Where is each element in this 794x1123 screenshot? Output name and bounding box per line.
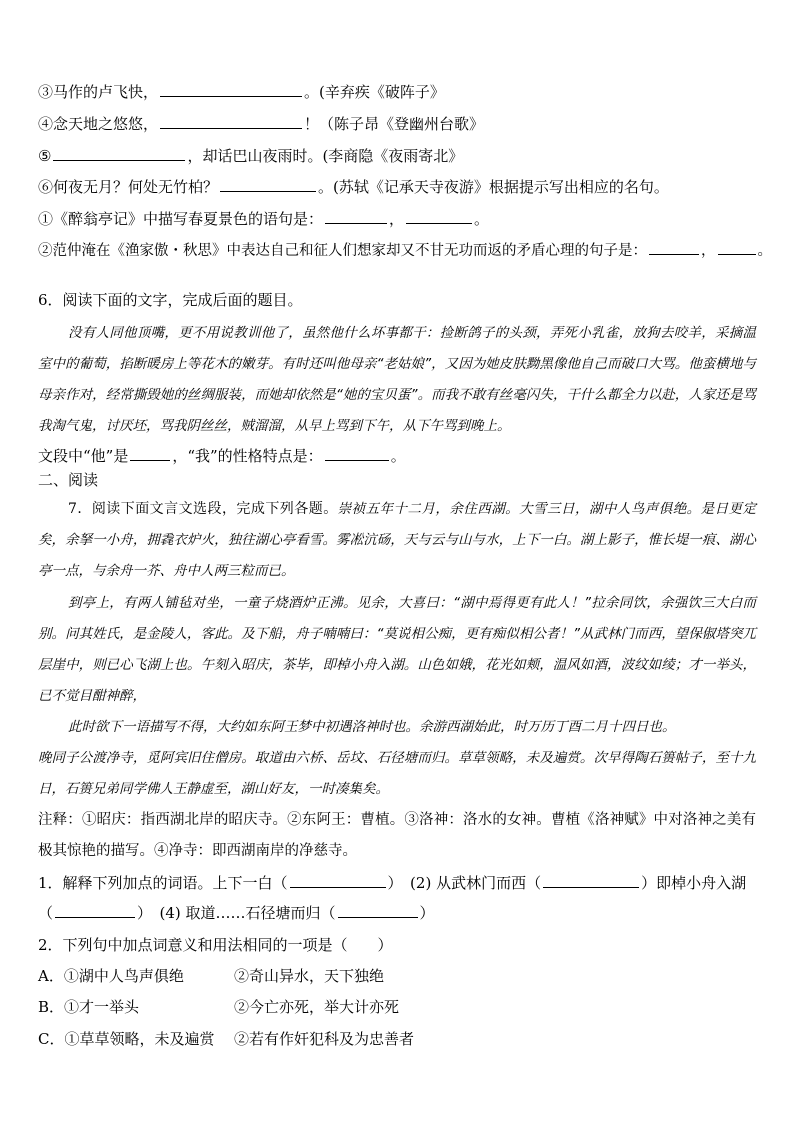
q6-passage: 没有人同他顶嘴，更不用说教训他了，虽然他什么坏事都干：捡断鸽子的头颈，弄死小乳雀，放狗去咬羊，采摘温室中的葡萄，掐断暖房上等花木的嫩芽。有时还叫他母亲“老姑娘”，又因为她皮肤黝黑像他自己而破口大骂。他蛮横地与母亲作对，经常撕毁她的丝绸服装，而她却依然是“她的宝贝蛋”。而我不敢有丝毫闪失，干什么都全力以赴，人家还是骂我淘气鬼，讨厌坯，骂我阴丝丝，贼溜溜，从早上骂到下午，从下午骂到晚上。 bbox=[38, 325, 756, 434]
q7-passage-p4: 晚同子公渡净寺，觅阿宾旧住僧房。取道由六桥、岳坟、石径塘而归。草草领略，未及遍赏。次早得陶石篑帖子，至十九日，石篑兄弟同学佛人王静虚至，湖山好友，一时凑集矣。 bbox=[38, 750, 756, 797]
option-c-left: C．①草草领略，未及遍赏 bbox=[38, 1030, 215, 1048]
option-a[interactable] bbox=[38, 966, 384, 986]
poem-suffix: 。 bbox=[474, 210, 490, 228]
section-heading: 二、阅读 bbox=[38, 471, 99, 489]
poem-line-6 bbox=[38, 177, 669, 197]
poem-suffix: 。(辛弃疾《破阵子》 bbox=[304, 83, 445, 101]
poem-line-3 bbox=[38, 82, 445, 102]
poem-mid: ， bbox=[389, 210, 405, 228]
answer-blank[interactable] bbox=[160, 82, 302, 97]
q7-passage-p1 bbox=[38, 494, 756, 587]
q7-intro: 7．阅读下面文言文选段，完成下列各题。 bbox=[68, 501, 338, 517]
answer-blank[interactable] bbox=[325, 446, 389, 461]
poem-line-4 bbox=[38, 114, 484, 134]
q6-title: 6．阅读下面的文字，完成后面的题目。 bbox=[38, 291, 303, 309]
q7-sub1-b: ） (2) 从武林门而西（ bbox=[387, 874, 542, 892]
q6-ask-c: 。 bbox=[390, 447, 406, 465]
q7-sub1-e: ） (4) 取道……石径塘而归（ bbox=[137, 904, 336, 922]
q7-sub1-c: ）即棹小舟入湖 bbox=[641, 874, 747, 892]
option-b[interactable] bbox=[38, 997, 399, 1017]
answer-blank[interactable] bbox=[55, 903, 135, 918]
poem-line-1 bbox=[38, 209, 489, 229]
answer-blank[interactable] bbox=[290, 873, 386, 888]
answer-blank[interactable] bbox=[718, 240, 756, 255]
q6-ask-a: 文段中“他”是 bbox=[38, 447, 129, 465]
answer-blank[interactable] bbox=[406, 209, 472, 224]
answer-blank[interactable] bbox=[160, 114, 302, 129]
q7-passage-p2: 到亭上，有两人铺毡对坐，一童子烧酒炉正沸。见余，大喜曰：“湖中焉得更有此人！”拉余同饮，余强饮三大白而别。问其姓氏，是金陵人，客此。及下船，舟子喃喃曰：“莫说相公痴，更有痴似相公者！”从武林门而西，望保俶塔突兀层崖中，则已心飞湖上也。午刻入昭庆，茶毕，即棹小舟入湖。山色如娥，花光如颊，温风如酒，波纹如绫；才一举头，已不觉目酣神醉， bbox=[38, 595, 756, 704]
answer-blank[interactable] bbox=[130, 446, 170, 461]
poem-prefix: ②范仲淹在《渔家傲・秋思》中表达自己和征人们想家却又不甘无功而返的矛盾心理的句子是： bbox=[38, 243, 647, 259]
q7-p1-text: 崇祯五年十二月，余住西湖。大雪三日，湖中人鸟声俱绝。是日更定矣，余拏一小舟，拥毳衣炉火，独往湖心亭看雪。雾凇沆砀，天与云与山与水，上下一白。湖上影子，惟长堤一痕、湖心亭一点，与余舟一芥、舟中人两三粒而已。 bbox=[38, 501, 757, 579]
q7-notes: 注释：①昭庆：指西湖北岸的昭庆寺。②东阿王：曹植。③洛神：洛水的女神。曹植《洛神赋》中对洛神之美有极其惊艳的描写。④净寺：即西湖南岸的净慈寺。 bbox=[38, 812, 756, 859]
poem-suffix: ！（陈子昂《登幽州台歌》 bbox=[304, 115, 485, 133]
poem-prefix: ③马作的卢飞快， bbox=[38, 83, 159, 101]
answer-blank[interactable] bbox=[325, 209, 387, 224]
option-c[interactable] bbox=[38, 1029, 414, 1049]
poem-suffix: 。(苏轼《记承天寺夜游》根据提示写出相应的名句。 bbox=[318, 178, 669, 196]
q6-ask-b: ，“我”的性格特点是： bbox=[172, 447, 323, 465]
poem-prefix: ④念天地之悠悠， bbox=[38, 115, 159, 133]
poem-suffix: ，却话巴山夜雨时。(李商隐《夜雨寄北》 bbox=[187, 147, 464, 165]
q7-sub1-line1 bbox=[38, 873, 746, 893]
poem-prefix: ⑤ bbox=[38, 147, 52, 165]
q7-sub1-f: ） bbox=[419, 904, 435, 922]
option-c-right: ②若有作奸犯科及为忠善者 bbox=[234, 1030, 415, 1048]
poem-mid: ， bbox=[701, 243, 716, 259]
option-a-right: ②奇山异水，天下独绝 bbox=[234, 967, 385, 985]
answer-blank[interactable] bbox=[338, 903, 418, 918]
poem-suffix: 。 bbox=[757, 243, 772, 259]
poem-line-2 bbox=[38, 240, 772, 261]
answer-blank[interactable] bbox=[543, 873, 639, 888]
q7-sub1-d: （ bbox=[38, 904, 54, 922]
q7-sub1-a: 1．解释下列加点的词语。上下一白（ bbox=[38, 874, 288, 892]
q7-passage-p3: 此时欲下一语描写不得，大约如东阿王梦中初遇洛神时也。余游西湖始此，时万历丁酉二月十四日也。 bbox=[68, 719, 676, 735]
q6-question bbox=[38, 446, 406, 466]
option-b-right: ②今亡亦死，举大计亦死 bbox=[234, 998, 400, 1016]
option-a-left: A．①湖中人鸟声俱绝 bbox=[38, 967, 184, 985]
poem-prefix: ①《醉翁亭记》中描写春夏景色的语句是： bbox=[38, 210, 324, 228]
poem-prefix: ⑥何夜无月？何处无竹柏？ bbox=[38, 178, 219, 196]
answer-blank[interactable] bbox=[649, 240, 699, 255]
poem-line-5 bbox=[38, 146, 463, 166]
option-b-left: B．①才一举头 bbox=[38, 998, 140, 1016]
answer-blank[interactable] bbox=[53, 146, 185, 161]
q7-sub2-prompt: 2．下列句中加点词意义和用法相同的一项是（ ） bbox=[38, 936, 393, 954]
q7-sub1-line2 bbox=[38, 903, 435, 923]
answer-blank[interactable] bbox=[220, 177, 316, 192]
